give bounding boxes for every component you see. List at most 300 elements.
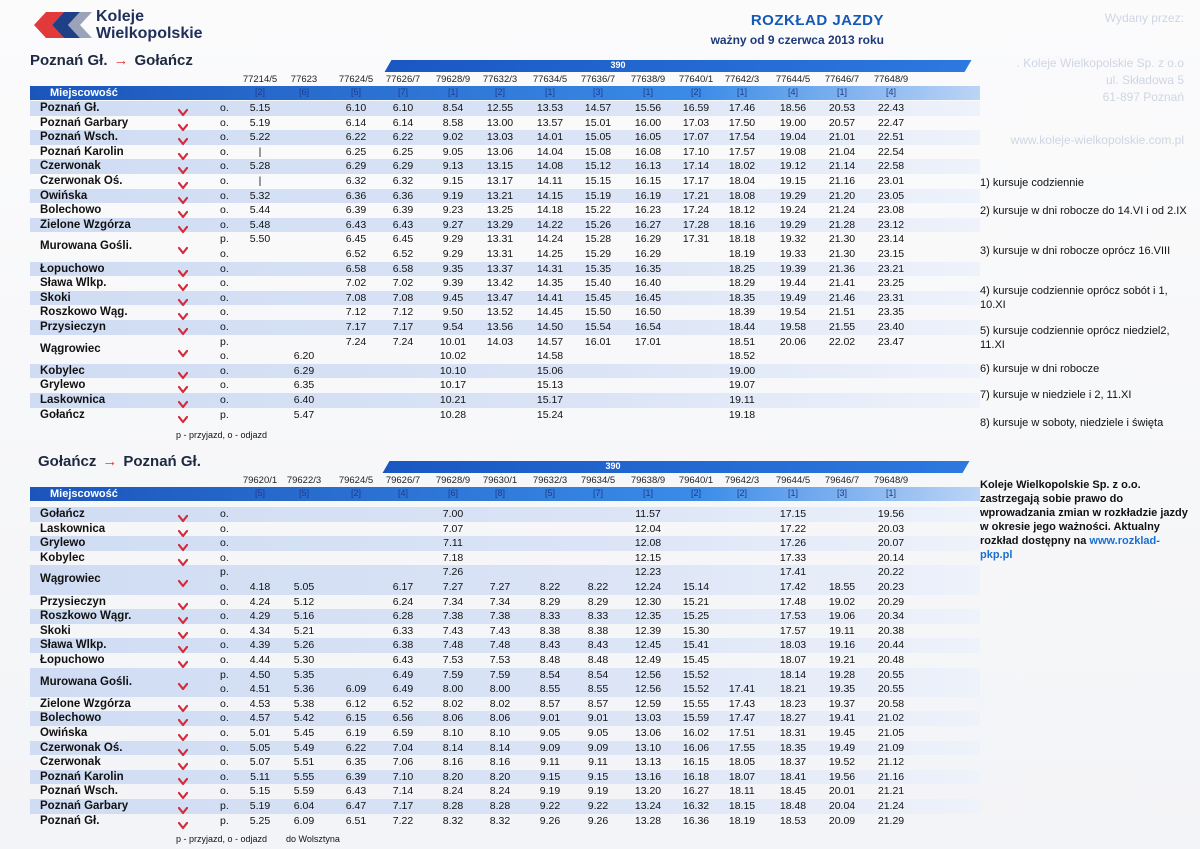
line-number-return: 390	[605, 461, 621, 471]
time-cell: 18.08	[728, 189, 756, 202]
time-cell: 15.06	[536, 364, 564, 377]
time-cell: 6.52	[392, 697, 414, 710]
chevron-down-icon	[178, 656, 188, 665]
time-cell: 8.33	[587, 610, 609, 623]
time-cell: 20.06	[779, 335, 807, 348]
time-cell: 6.20	[293, 350, 315, 363]
train-note-14: [4]	[885, 87, 896, 97]
time-cell: 15.55	[682, 697, 710, 710]
time-cell: 15.05	[584, 131, 612, 144]
time-cell: 5.38	[293, 697, 315, 710]
station-name: Grylewo	[40, 537, 86, 550]
time-cell: 20.55	[877, 683, 905, 696]
time-cell: 20.55	[877, 668, 905, 681]
time-cell: 18.11	[729, 785, 755, 798]
train-number-1: 77214/5	[242, 74, 278, 85]
time-cell: 16.05	[634, 131, 662, 144]
table-row	[30, 755, 980, 770]
time-cell: 7.27	[489, 581, 511, 593]
arrival-departure-marker: o.	[220, 321, 229, 333]
time-cell: 5.01	[249, 727, 271, 739]
time-cell: 5.48	[249, 218, 271, 231]
arrival-departure-marker: o.	[220, 291, 229, 304]
table-row	[30, 305, 980, 320]
time-cell: 10.10	[439, 364, 467, 377]
time-cell: 19.32	[779, 233, 807, 246]
time-cell: 17.15	[779, 508, 807, 520]
time-cell: 8.02	[442, 697, 464, 710]
time-cell: 7.12	[392, 306, 414, 319]
table-row	[30, 247, 980, 262]
time-cell: 5.26	[293, 639, 315, 652]
time-cell: 15.52	[682, 668, 710, 681]
train-note-3: [2]	[350, 488, 361, 498]
train-note-8: [3]	[592, 87, 603, 97]
table-row	[30, 653, 980, 668]
time-cell: 6.29	[345, 160, 367, 173]
station-name: Owińska	[40, 727, 88, 739]
time-cell: 18.05	[728, 756, 756, 769]
time-cell: 18.45	[779, 785, 807, 798]
chevron-down-icon	[178, 539, 188, 548]
chevron-down-icon	[178, 221, 188, 230]
time-cell: 19.28	[828, 668, 856, 681]
train-number-row-outbound	[0, 74, 960, 86]
time-cell: 13.16	[634, 770, 662, 783]
time-cell: 6.43	[392, 654, 414, 666]
train-number-2: 77623	[290, 74, 318, 85]
time-cell: 6.59	[392, 727, 414, 739]
time-cell: 19.29	[779, 218, 807, 231]
time-cell: 20.53	[828, 102, 856, 114]
arrival-departure-marker: o.	[220, 350, 229, 363]
train-note-4: [7]	[397, 87, 408, 97]
chevron-down-icon	[178, 641, 188, 650]
time-cell: 19.21	[828, 654, 856, 666]
time-cell: 5.15	[249, 785, 271, 798]
time-cell: 14.03	[486, 335, 514, 348]
arrival-departure-marker: o.	[220, 639, 229, 652]
time-cell: 18.19	[728, 814, 756, 827]
time-cell: 19.44	[779, 277, 807, 290]
train-note-6: [8]	[494, 488, 505, 498]
time-cell: 10.21	[439, 394, 467, 406]
time-cell: 20.03	[877, 522, 905, 535]
time-cell: 8.22	[539, 581, 561, 593]
time-cell: 6.29	[392, 160, 414, 173]
time-cell: 9.15	[539, 770, 561, 783]
time-cell: 8.16	[442, 756, 464, 769]
time-cell: 7.00	[442, 508, 464, 520]
arrival-departure-marker: p.	[220, 408, 229, 421]
train-note-4: [4]	[397, 488, 408, 498]
time-cell: 6.35	[345, 756, 367, 769]
time-cell: 9.05	[539, 727, 561, 739]
station-name: Gołańcz	[40, 508, 85, 520]
time-cell: 16.27	[634, 218, 662, 231]
time-cell: 9.02	[442, 131, 464, 144]
time-cell: 15.01	[584, 116, 612, 129]
time-cell: 12.35	[634, 610, 662, 623]
train-number-8: 77636/7	[580, 74, 616, 85]
time-cell: 19.15	[779, 175, 807, 187]
time-cell: 9.35	[442, 262, 464, 275]
time-cell: 8.24	[489, 785, 511, 798]
time-cell: 8.58	[442, 116, 464, 129]
arrival-departure-marker: o.	[220, 508, 229, 520]
time-cell: 15.22	[584, 204, 612, 217]
chevron-down-icon	[178, 265, 188, 274]
arrow-right-icon: →	[102, 453, 118, 470]
time-cell: 23.12	[877, 218, 905, 231]
time-cell: 6.09	[345, 683, 367, 696]
station-name: Poznań Karolin	[40, 145, 124, 158]
time-cell: 6.39	[345, 204, 367, 217]
time-cell: 16.01	[584, 335, 612, 348]
arrow-right-icon: →	[113, 52, 129, 69]
time-cell: 8.54	[539, 668, 561, 681]
line-band-return	[383, 461, 970, 473]
time-cell: 17.55	[728, 741, 756, 754]
time-cell: 7.17	[345, 321, 367, 333]
arrival-departure-marker: p.	[220, 800, 229, 812]
time-cell: 19.56	[877, 508, 905, 520]
station-name: Poznań Gł.	[40, 814, 100, 827]
time-cell: 18.37	[779, 756, 807, 769]
time-cell: 13.06	[486, 145, 514, 158]
station-name: Wągrowiec	[40, 342, 101, 355]
arrival-departure-marker: o.	[220, 306, 229, 319]
table-row	[30, 174, 980, 189]
time-cell: 5.25	[249, 814, 271, 827]
train-number-1: 79620/1	[242, 475, 278, 486]
arrival-departure-marker: o.	[220, 145, 229, 158]
chevron-down-icon	[178, 396, 188, 405]
train-number-8: 79634/5	[580, 475, 616, 486]
time-cell: 6.36	[392, 189, 414, 202]
time-cell: 5.15	[249, 102, 271, 114]
time-cell: 5.45	[293, 727, 315, 739]
footnote-6: 6) kursuje w dni robocze	[980, 363, 1100, 375]
time-cell: 14.11	[537, 175, 563, 187]
time-cell: 15.56	[634, 102, 662, 114]
chevron-down-icon	[178, 817, 188, 826]
time-cell: 6.15	[345, 712, 367, 725]
time-cell: 7.10	[392, 770, 414, 783]
table-row	[30, 551, 980, 566]
time-cell: 18.53	[779, 814, 807, 827]
time-cell: 16.50	[634, 306, 662, 319]
time-cell: 17.41	[728, 683, 756, 696]
station-name: Poznań Wsch.	[40, 785, 118, 798]
time-cell: 6.24	[392, 595, 414, 608]
chevron-down-icon	[178, 294, 188, 303]
time-cell: 9.45	[442, 291, 464, 304]
time-cell: 13.28	[634, 814, 662, 827]
table-row	[30, 668, 980, 688]
time-cell: 21.30	[828, 248, 856, 260]
time-cell: 23.35	[877, 306, 905, 319]
time-cell: 6.47	[345, 800, 367, 812]
time-cell: 10.01	[439, 335, 467, 348]
time-cell: 5.47	[293, 408, 315, 421]
train-number-9: 77638/9	[630, 74, 666, 85]
time-cell: 21.46	[828, 291, 856, 304]
time-cell: 6.52	[345, 248, 367, 260]
time-cell: 5.59	[293, 785, 315, 798]
time-cell: 8.06	[442, 712, 464, 725]
table-row	[30, 784, 980, 799]
time-cell: 21.14	[828, 160, 856, 173]
arrival-departure-marker: o.	[220, 102, 229, 114]
time-cell: 14.18	[536, 204, 564, 217]
train-number-9: 79638/9	[630, 475, 666, 486]
time-cell: 9.50	[442, 306, 464, 319]
time-cell: 12.55	[486, 102, 514, 114]
time-cell: 9.09	[587, 741, 609, 754]
schedule-link[interactable]: www.rozklad-pkp.pl	[980, 535, 1160, 561]
time-cell: 16.18	[682, 770, 710, 783]
footnote-8: 8) kursuje w soboty, niedziele i święta	[980, 417, 1164, 429]
train-note-3: [5]	[350, 87, 361, 97]
train-number-11: 79642/3	[724, 475, 760, 486]
chevron-down-icon	[178, 744, 188, 753]
table-row	[30, 101, 980, 116]
table-row	[30, 262, 980, 277]
time-cell: 12.30	[634, 595, 662, 608]
train-note-10: [2]	[690, 87, 701, 97]
time-cell: 19.11	[729, 394, 755, 406]
train-number-7: 77634/5	[532, 74, 568, 85]
time-cell: 18.04	[728, 175, 756, 187]
time-cell: 18.23	[779, 697, 807, 710]
arrival-departure-marker: o.	[220, 116, 229, 129]
time-cell: 19.11	[829, 624, 855, 637]
station-name: Skoki	[40, 291, 71, 304]
time-cell: 18.14	[779, 668, 807, 681]
time-cell: 13.06	[634, 727, 662, 739]
table-row	[30, 609, 980, 624]
time-cell: 16.13	[634, 160, 662, 173]
time-cell: 8.02	[489, 697, 511, 710]
time-cell: 14.25	[536, 248, 564, 260]
time-cell: 14.22	[536, 218, 564, 231]
station-name: Laskownica	[40, 522, 106, 535]
time-cell: 18.07	[728, 770, 756, 783]
time-cell: 8.57	[539, 697, 561, 710]
time-cell: 9.26	[587, 814, 609, 827]
time-cell: 19.16	[828, 639, 856, 652]
table-row	[30, 218, 980, 233]
time-cell: 9.11	[540, 756, 560, 769]
arrival-departure-marker: o.	[220, 551, 229, 564]
time-cell: 19.49	[779, 291, 807, 304]
brand-name: Koleje Wielkopolskie	[96, 8, 203, 42]
title-validity: ważny od 9 czerwca 2013 roku	[710, 33, 884, 47]
time-cell: 8.00	[489, 683, 511, 696]
time-cell: 6.49	[392, 683, 414, 696]
time-cell: 15.17	[536, 394, 564, 406]
train-number-4: 77626/7	[385, 74, 421, 85]
time-cell: 7.27	[442, 581, 464, 593]
time-cell: 18.19	[728, 248, 756, 260]
time-cell: 7.59	[442, 668, 464, 681]
table-row	[30, 799, 980, 814]
train-number-6: 79630/1	[482, 475, 518, 486]
time-cell: 4.39	[249, 639, 271, 652]
time-cell: 9.27	[442, 218, 464, 231]
train-note-5: [1]	[447, 87, 458, 97]
time-cell: 6.58	[392, 262, 414, 275]
station-name: Laskownica	[40, 394, 106, 406]
time-cell: 7.34	[489, 595, 511, 608]
time-cell: 21.28	[828, 218, 856, 231]
publisher-notice: Koleje Wielkopolskie Sp. z o.o. zastrzegają sobie prawo do wprowadzania zmian w rozkładzie jazdy w okresie jego ważności. Aktualny rozkład dostępny na www.rozklad-pkp.pl	[980, 479, 1188, 561]
time-cell: 5.28	[249, 160, 271, 173]
chevron-down-icon	[178, 525, 188, 534]
arrival-departure-marker: o.	[220, 727, 229, 739]
station-name: Zielone Wzgórza	[40, 218, 131, 231]
arrival-departure-marker: o.	[220, 683, 229, 696]
footnote-wolsztyn: do Wolsztyna	[286, 834, 340, 844]
time-cell: 12.04	[634, 522, 662, 535]
time-cell: 6.51	[345, 814, 367, 827]
time-cell: 8.38	[587, 624, 609, 637]
time-cell: 6.56	[392, 712, 414, 725]
time-cell: 12.08	[634, 537, 662, 550]
time-cell: 19.00	[779, 116, 807, 129]
time-cell: 4.51	[249, 683, 271, 696]
chevron-down-icon	[178, 714, 188, 723]
time-cell: 19.07	[728, 379, 756, 392]
time-cell: 17.46	[728, 102, 756, 114]
time-cell: 21.04	[828, 145, 856, 158]
train-number-14: 77648/9	[873, 74, 909, 85]
brand-logo-icon	[34, 8, 92, 42]
table-row	[30, 130, 980, 145]
time-cell: 21.30	[828, 233, 856, 246]
time-cell: 7.17	[392, 321, 414, 333]
train-number-12: 79644/5	[775, 475, 811, 486]
time-cell: 21.16	[877, 770, 905, 783]
time-cell: 20.23	[877, 581, 905, 593]
station-name: Zielone Wzgórza	[40, 697, 131, 710]
arrival-departure-marker: o.	[220, 595, 229, 608]
time-cell: 18.31	[779, 727, 807, 739]
time-cell: 15.13	[536, 379, 564, 392]
table-row	[30, 408, 980, 423]
arrival-departure-marker: o.	[220, 204, 229, 217]
time-cell: 4.53	[249, 697, 271, 710]
time-cell: 20.29	[877, 595, 905, 608]
station-name: Owińska	[40, 189, 88, 202]
time-cell: 8.48	[587, 654, 609, 666]
time-cell: 5.05	[249, 741, 271, 754]
time-cell: 14.15	[536, 189, 564, 202]
time-cell: 20.57	[828, 116, 856, 129]
time-cell: 20.48	[877, 654, 905, 666]
time-cell: 5.36	[293, 683, 315, 696]
time-cell: 13.37	[486, 262, 514, 275]
time-cell: 8.32	[442, 814, 464, 827]
table-row	[30, 638, 980, 653]
time-cell: 5.07	[249, 756, 271, 769]
train-note-12: [4]	[787, 87, 798, 97]
table-row	[30, 116, 980, 131]
time-cell: 9.19	[539, 785, 561, 798]
time-cell: 23.47	[877, 335, 905, 348]
time-cell: 13.03	[634, 712, 662, 725]
time-cell: 23.25	[877, 277, 905, 290]
table-row	[30, 624, 980, 639]
arrival-departure-marker: o.	[220, 277, 229, 290]
time-cell: 22.54	[877, 145, 905, 158]
chevron-down-icon	[178, 773, 188, 782]
time-cell: 22.47	[877, 116, 905, 129]
time-cell: 23.05	[877, 189, 905, 202]
arrival-departure-marker: o.	[220, 581, 229, 593]
time-cell: 7.18	[442, 551, 464, 564]
footnote-7: 7) kursuje w niedziele i 2, 11.XI	[980, 389, 1132, 401]
time-cell: 16.15	[682, 756, 710, 769]
time-cell: 18.15	[728, 800, 756, 812]
time-cell: 13.13	[634, 756, 662, 769]
chevron-down-icon	[178, 510, 188, 519]
time-cell: 9.23	[442, 204, 464, 217]
time-cell: 14.57	[536, 335, 564, 348]
time-cell: 8.14	[442, 741, 464, 754]
time-cell: 16.59	[682, 102, 710, 114]
time-cell: 8.28	[442, 800, 464, 812]
station-name: Poznań Wsch.	[40, 131, 118, 144]
time-cell: 7.08	[345, 291, 367, 304]
train-note-12: [1]	[787, 488, 798, 498]
time-cell: 21.01	[828, 131, 856, 144]
time-cell: 18.25	[728, 262, 756, 275]
time-cell: 17.10	[682, 145, 710, 158]
time-cell: 15.45	[682, 654, 710, 666]
table-row	[30, 814, 980, 829]
arrival-departure-marker: p.	[220, 814, 229, 827]
time-cell: 6.36	[345, 189, 367, 202]
chevron-down-icon	[178, 308, 188, 317]
time-cell: 6.43	[392, 218, 414, 231]
time-cell: 9.15	[442, 175, 464, 187]
time-cell: 17.17	[682, 175, 710, 187]
arrival-departure-marker: o.	[220, 741, 229, 754]
time-cell: 8.20	[442, 770, 464, 783]
time-cell: 9.05	[587, 727, 609, 739]
time-cell: 6.10	[345, 102, 367, 114]
time-cell: 15.24	[536, 408, 564, 421]
time-cell: 6.29	[293, 364, 315, 377]
chevron-down-icon	[178, 367, 188, 376]
time-cell: 8.43	[539, 639, 561, 652]
train-number-3: 77624/5	[338, 74, 374, 85]
train-number-13: 77646/7	[824, 74, 860, 85]
arrival-departure-marker: p.	[220, 668, 229, 681]
time-cell: 8.29	[539, 595, 561, 608]
time-cell: 8.33	[539, 610, 561, 623]
table-row	[30, 203, 980, 218]
table-row	[30, 276, 980, 291]
time-cell: 9.22	[587, 800, 609, 812]
time-cell: 7.24	[392, 335, 414, 348]
time-cell: 17.47	[728, 712, 756, 725]
chevron-down-icon	[178, 411, 188, 420]
time-cell: 15.29	[584, 248, 612, 260]
table-row	[30, 335, 980, 355]
